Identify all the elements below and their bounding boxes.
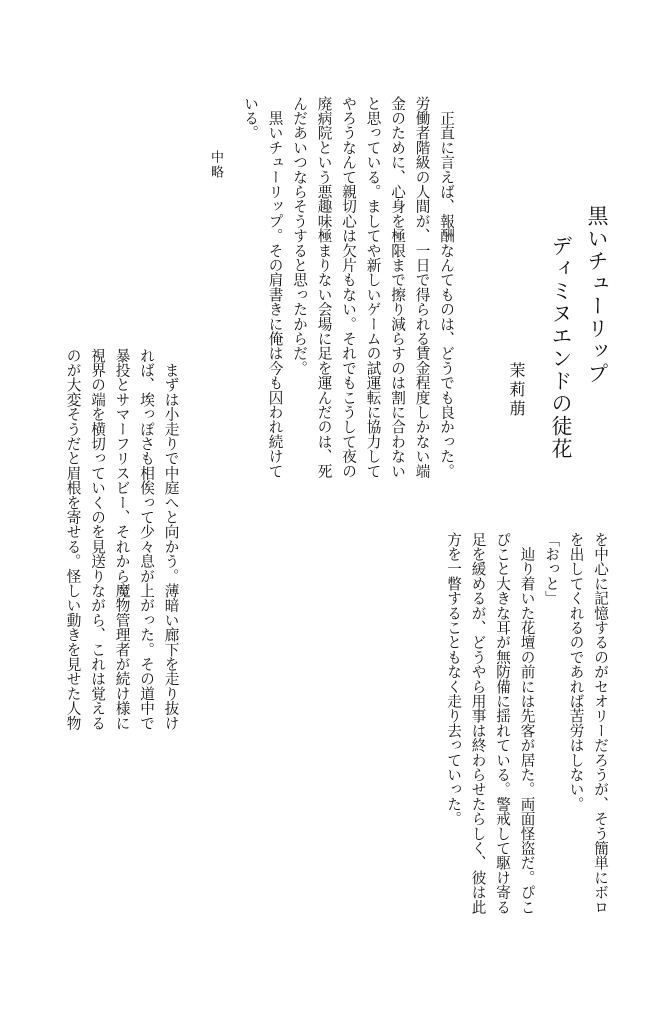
body-line: まずは小走りで中庭へと向かう。薄暗い廊下を走り抜け — [162, 348, 180, 731]
body-line: を出してくれるのであれば苦労はしない。 — [567, 532, 585, 812]
body-line: 金のために、心身を極限まで擦り減らすのは割に合わない — [389, 96, 406, 479]
body-line: 黒いチューリップ。その肩書きに俺は今も囚われ続けて — [266, 96, 284, 479]
upper-body-text — [238, 96, 459, 478]
body-line: 正直に言えば、報酬なんてものは、どうでも良かった。 — [438, 96, 455, 479]
body-line: 労働者階級の人間が、一日で得られる賃金程度しかない端 — [413, 96, 431, 479]
body-line: ぴこと大きな耳が無防備に揺れている。警戒して駆け寄る — [494, 532, 511, 915]
body-line: いる。 — [242, 96, 259, 141]
body-line: やろうなんて親切心は欠片もない。それでもこうして夜の — [340, 96, 357, 479]
body-line: れば、埃っぽさも相俟って少々息が上がった。その道中で — [138, 348, 155, 731]
body-line: 暴投とサマーフリスビー、それから魔物管理者が続け様に — [113, 348, 131, 731]
body-line: 辿り着いた花壇の前には先客が居た。両面怪盗だ。ぴこ — [518, 532, 536, 915]
left-body-text — [60, 348, 183, 730]
body-line: 廃病院という悪趣味極まりない会場に足を運んだのは、死 — [315, 96, 333, 479]
body-line: を中心に記憶するのがセオリーだろうが、そう簡単にボロ — [592, 532, 609, 915]
title-line-2: ディミヌエンドの徒花 — [549, 235, 573, 460]
body-line: 方を一瞥することもなく走り去っていった。 — [445, 532, 462, 826]
body-line: と思っている。ましてや新しいゲームの試運転に協力して — [364, 96, 382, 479]
body-line: 視界の端を横切っていくのを見送りながら、これは覚える — [89, 348, 106, 731]
author-name: 茉莉萠 — [507, 362, 526, 419]
body-line: んだあいつならそうすると思ったからだ。 — [291, 96, 308, 376]
section-break-heading: 中略 — [208, 150, 223, 180]
body-line: のが大変そうだと眉根を寄せる。怪しい動きを見せた人物 — [64, 348, 82, 731]
body-line: 足を緩めるが、どうやら用事は終わらせたらしく、彼は此 — [469, 532, 487, 915]
lower-right-body-text — [441, 532, 613, 914]
title-line-1: 黒いチューリップ — [585, 205, 609, 385]
body-line: 「おっと」 — [543, 532, 560, 606]
